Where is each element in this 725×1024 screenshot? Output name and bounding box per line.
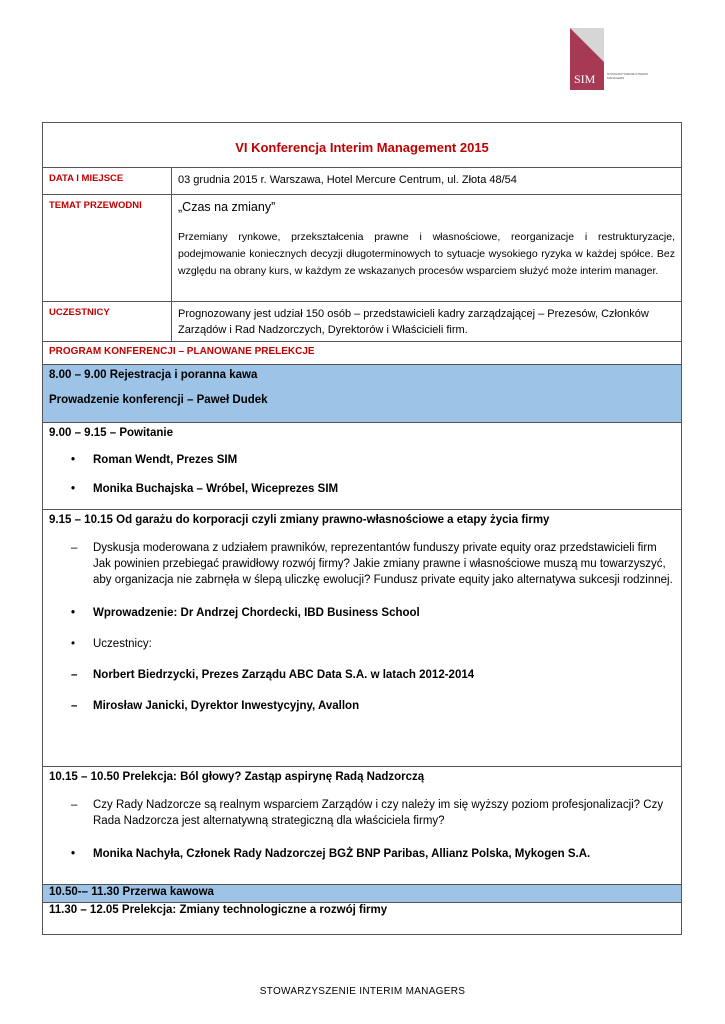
theme-label: TEMAT PRZEWODNI (43, 195, 172, 301)
dash-icon: – (71, 799, 78, 811)
logo-triangle (570, 28, 604, 62)
logo-text: SIM (574, 72, 596, 86)
session1-intro (49, 605, 675, 621)
bullet-icon: • (71, 454, 76, 466)
sim-logo (570, 28, 650, 94)
registration-row (43, 365, 681, 423)
session2-title: 10.15 – 10.50 Prelekcja: Ból głowy? Zastąp aspirynę Radą Nadzorczą (49, 771, 425, 783)
welcome-row (43, 423, 681, 510)
session1-desc2: Jak powinien przebiegać prawidłowy rozwój firmy? Jakie zmiany prawne i własnościowe muszą mu towarzyszyć, aby organizacja nie zabrnęła w ślepą uliczkę ewolucji? Fundusz private equity jako alternatywa sukcesji rodzinnej. (93, 558, 673, 586)
date-value: 03 grudnia 2015 r. Warszawa, Hotel Mercure Centrum, ul. Złota 48/54 (178, 174, 517, 186)
welcome-speaker-2: Monika Buchajska – Wróbel, Wiceprezes SIM (93, 483, 339, 495)
bullet-icon: • (71, 638, 76, 650)
page-footer: STOWARZYSZENIE INTERIM MANAGERS (259, 986, 466, 997)
session2-speaker (49, 846, 675, 862)
theme-headline: „Czas na zmiany” (178, 200, 276, 214)
participants-value: Prognozowany jest udział 150 osób – przedstawicieli kadry zarządzającej – Prezesów, Członków Zarządów i Rad Nadzorczych, Dyrektorów i Właścicieli firm. (178, 308, 649, 336)
dash-icon: – (71, 542, 78, 554)
session1-title: 9.15 – 10.15 Od garażu do korporacji czyli zmiany prawno-własnościowe a etapy życia firmy (49, 514, 550, 526)
session2-question-text: Czy Rady Nadzorcze są realnym wsparciem Zarządów i czy należy im się wyższy poziom profesjonalizacji? Czy Rada Nadzorcza jest alternatywną strategiczną dla właściciela firmy? (93, 799, 664, 827)
welcome-speaker (49, 452, 675, 468)
theme-content (172, 195, 681, 301)
coffee-break-row: 10.50-– 11.30 Przerwa kawowa (43, 885, 681, 903)
session1-participant-1: Norbert Biedrzycki, Prezes Zarządu ABC Data S.A. w latach 2012-2014 (93, 669, 475, 681)
theme-row (43, 195, 681, 302)
document-title: VI Konferencja Interim Management 2015 (43, 123, 681, 168)
dash-icon: – (71, 669, 78, 681)
session1-description (49, 540, 675, 588)
session1-participant-2: Mirosław Janicki, Dyrektor Inwestycyjny, Avallon (93, 700, 360, 712)
session1-participants-label (49, 636, 675, 652)
date-label: DATA I MIEJSCE (43, 168, 172, 194)
session1-row (43, 510, 681, 767)
bullet-icon: • (71, 848, 76, 860)
session1-participants-text: Uczestnicy: (93, 638, 152, 650)
bullet-icon: • (71, 607, 76, 619)
session2-question (49, 797, 675, 829)
bullet-icon: • (71, 483, 76, 495)
welcome-time: 9.00 – 9.15 – Powitanie (49, 427, 174, 439)
registration-time: 8.00 – 9.00 Rejestracja i poranna kawa (49, 369, 258, 381)
session1-desc1: Dyskusja moderowana z udziałem prawników, reprezentantów funduszy private equity oraz przedstawicieli firm (93, 542, 657, 554)
session2-row (43, 767, 681, 885)
welcome-speaker (49, 481, 675, 497)
welcome-speaker-1: Roman Wendt, Prezes SIM (93, 454, 238, 466)
participants-label: UCZESTNICY (43, 302, 172, 341)
session2-speaker-text: Monika Nachyła, Członek Rady Nadzorczej BGŻ BNP Paribas, Allianz Polska, Mykogen S.A. (93, 848, 591, 860)
session3-row: 11.30 – 12.05 Prelekcja: Zmiany technologiczne a rozwój firmy (49, 904, 388, 916)
conference-host: Prowadzenie konferencji – Paweł Dudek (49, 394, 268, 406)
dash-icon: – (71, 700, 78, 712)
session1-participant (49, 667, 675, 683)
participants-row (43, 302, 681, 342)
agenda-table (42, 122, 682, 935)
theme-body: Przemiany rynkowe, przekształcenia prawne i własnościowe, reorganizacje i restrukturyzacje, podejmowanie koniecznych decyzji długoterminowych to sytuacje wysokiego ryzyka w każdej spółce. Bez względu na obrany kurs, w każdym ze wskazanych procesów wsparciem służyć może interim manager. (178, 231, 675, 277)
program-header: PROGRAM KONFERENCJI – PLANOWANE PRELEKCJE (43, 342, 681, 365)
logo-tagline: STOWARZYSZENIE INTERIM MANAGERS (607, 72, 648, 80)
date-row (43, 168, 681, 195)
session1-participant (49, 698, 675, 714)
session1-intro-text: Wprowadzenie: Dr Andrzej Chordecki, IBD Business School (93, 607, 420, 619)
